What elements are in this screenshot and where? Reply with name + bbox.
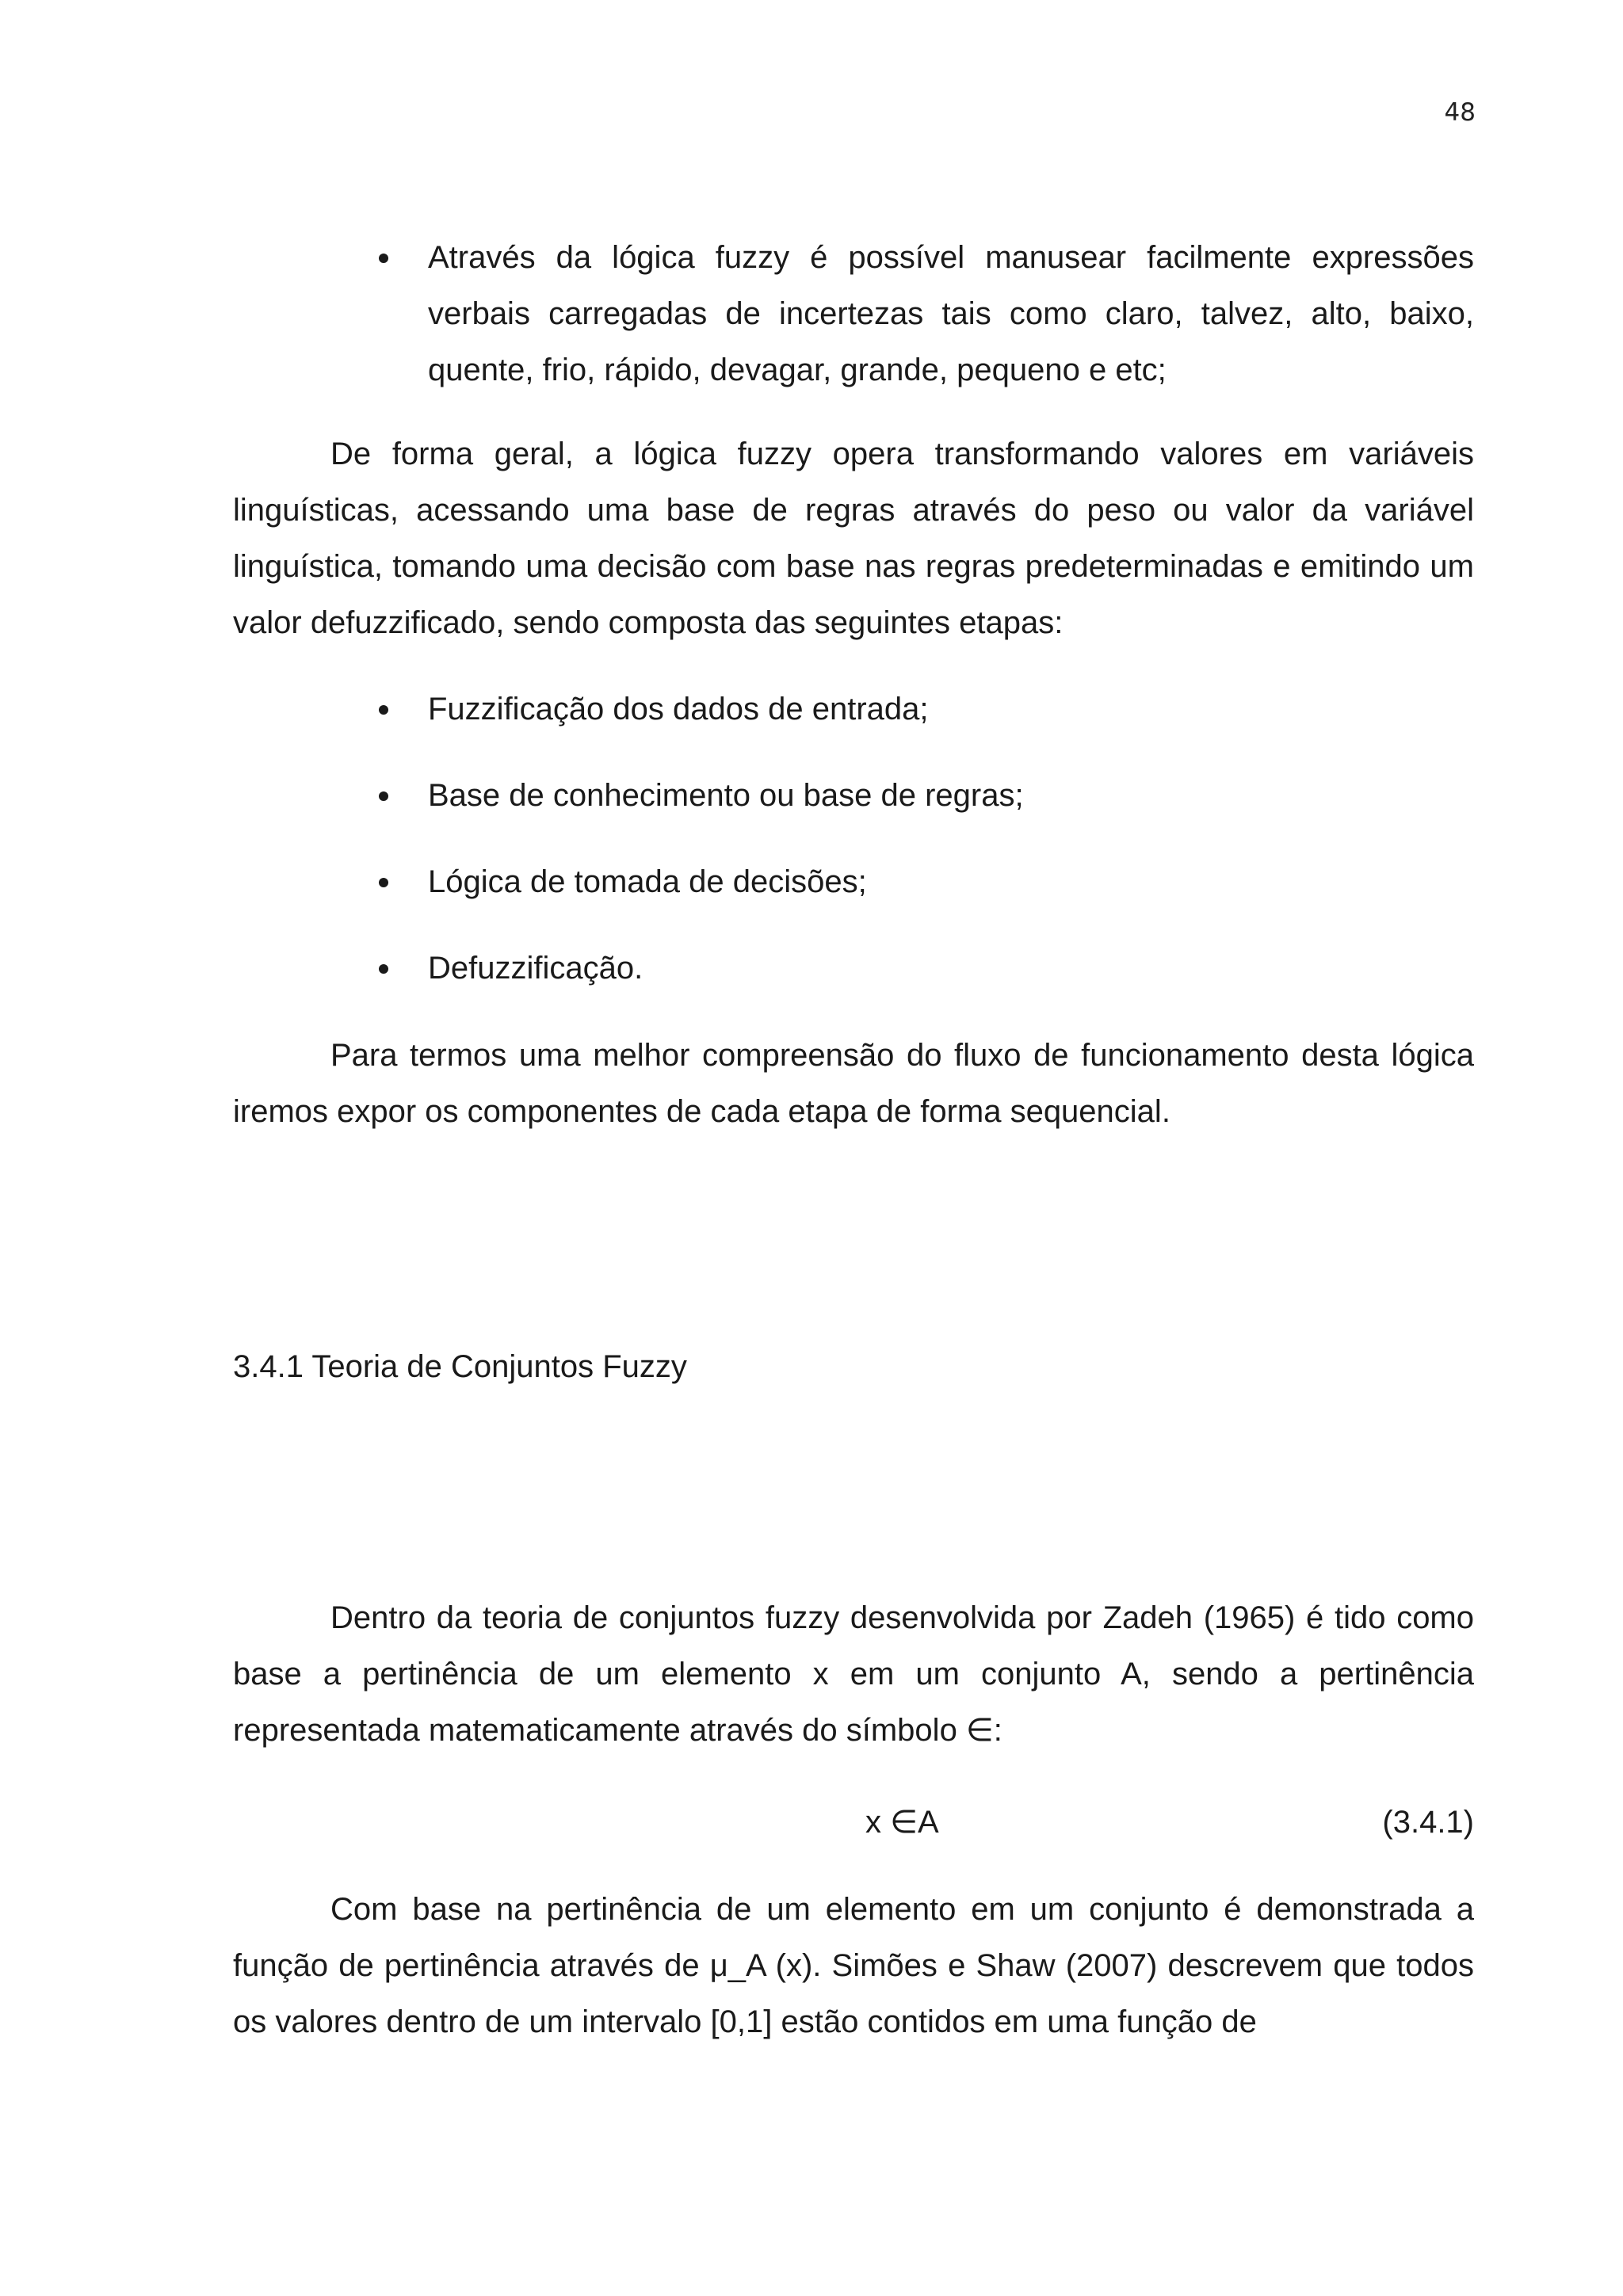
- list-item: [233, 230, 1474, 399]
- page-number: 48: [1444, 98, 1476, 127]
- bullet-icon: [379, 791, 388, 801]
- list-item-text: Defuzzificação.: [428, 951, 643, 986]
- list-item-text: Base de conhecimento ou base de regras;: [428, 778, 1024, 813]
- steps-list: [233, 681, 1474, 997]
- equation-number: (3.4.1): [1382, 1805, 1474, 1840]
- section-heading: 3.4.1 Teoria de Conjuntos Fuzzy: [233, 1349, 687, 1384]
- bullet-icon: [379, 705, 388, 715]
- paragraph-fuzzy-overview: De forma geral, a lógica fuzzy opera transformando valores em variáveis linguísticas, acessando uma base de regras através do peso ou valor da variável linguística, tomando uma decisão com base nas regras predeterminadas e emitindo um valor defuzzificado, sendo composta das seguintes etapas:: [233, 437, 1474, 640]
- paragraph-sequential-flow: Para termos uma melhor compreensão do fluxo de funcionamento desta lógica iremos expor os componentes de cada etapa de forma sequencial.: [233, 1038, 1474, 1129]
- list-item-text: Fuzzificação dos dados de entrada;: [428, 692, 929, 727]
- paragraph-set-theory: Dentro da teoria de conjuntos fuzzy desenvolvida por Zadeh (1965) é tido como base a pertinência de um elemento x em um conjunto A, sendo a pertinência representada matematicamente através do símbolo ∈:: [233, 1600, 1474, 1748]
- paragraph-membership-function: Com base na pertinência de um elemento em um conjunto é demonstrada a função de pertinência através de μ_A (x). Simões e Shaw (2007) descrevem que todos os valores dentro de um intervalo [0,1] estão contidos em uma função de: [233, 1892, 1474, 2039]
- equation-expression: x ∈A: [865, 1805, 939, 1840]
- bullet-icon: [379, 254, 388, 263]
- intro-bullet-list: [233, 230, 1474, 399]
- list-item-text: Lógica de tomada de decisões;: [428, 864, 867, 899]
- list-item: [233, 940, 1474, 997]
- list-item: [233, 854, 1474, 910]
- bullet-icon: [379, 964, 388, 974]
- list-item: [233, 681, 1474, 738]
- list-item-text: Através da lógica fuzzy é possível manusear facilmente expressões verbais carregadas de incertezas tais como claro, talvez, alto, baixo, quente, frio, rápido, devagar, grande, pequeno e etc;: [428, 240, 1474, 387]
- bullet-icon: [379, 878, 388, 887]
- list-item: [233, 768, 1474, 824]
- equation-block: [233, 1794, 1474, 1851]
